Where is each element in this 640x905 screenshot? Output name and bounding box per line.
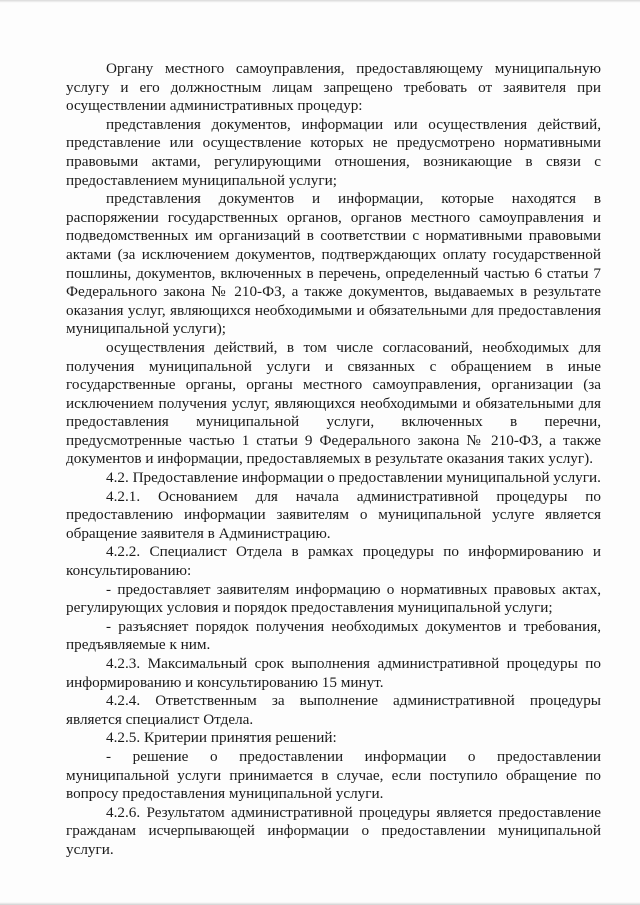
paragraph-prohibition-item-3: осуществления действий, в том числе согласований, необходимых для получения муниципальной услуги и связанных с обращением в иные государственные органы, органы местного самоуправления, организации (за исключением получения услуг, являющихся необходимыми и обязательными для предоставления муниципальной услуги, включенных в перечни, предусмотренные частью 1 статьи 9 Федерального закона № 210-ФЗ, а также документов и информации, предоставляемых в результате оказания таких услуг). (66, 338, 601, 468)
document-body (66, 60, 601, 860)
paragraph-prohibition-item-2: представления документов и информации, которые находятся в распоряжении государственных органов, органов местного самоуправления и подведомственных им организаций в соответствии с нормативными правовыми актами (за исключением документов, подтверждающих оплату государственной пошлины, документов, включенных в перечень, определенный частью 6 статьи 7 Федерального закона № 210-ФЗ, а также документов, выдаваемых в результате оказания услуг, являющихся необходимыми и обязательными для предоставления муниципальной услуги); (66, 190, 601, 338)
scan-edge-top (0, 0, 640, 3)
paragraph-dash-item-3: - решение о предоставлении информации о предоставлении муниципальной услуги принимается в случае, если поступило обращение по вопросу предоставления муниципальной услуги. (66, 747, 601, 803)
paragraph-dash-item-1: - предоставляет заявителям информацию о нормативных правовых актах, регулирующих условия и порядок предоставления муниципальной услуги; (66, 580, 601, 617)
paragraph-section-4-2-5: 4.2.5. Критерии принятия решений: (106, 729, 337, 747)
paragraph-section-4-2-1: 4.2.1. Основанием для начала административной процедуры по предоставлению информации заявителям о муниципальной услуге является обращение заявителя в Администрацию. (66, 487, 601, 542)
paragraph-dash-item-2: - разъясняет порядок получения необходимых документов и требования, предъявляемые к ним. (66, 617, 601, 654)
paragraph-section-4-2-3: 4.2.3. Максимальный срок выполнения административной процедуры по информированию и консультированию 15 минут. (66, 655, 601, 691)
paragraph-section-4-2-4: 4.2.4. Ответственным за выполнение административной процедуры является специалист Отдела. (66, 692, 601, 728)
paragraph-section-4-2: 4.2. Предоставление информации о предоставлении муниципальной услуги. (106, 469, 601, 487)
paragraph-section-4-2-6: 4.2.6. Результатом административной процедуры является предоставление гражданам исчерпывающей информации о предоставлении муниципальной услуги. (66, 803, 601, 858)
paragraph-prohibition-intro: Органу местного самоуправления, предоставляющему муниципальную услугу и его должностным лицам запрещено требовать от заявителя при осуществлении административных процедур: (66, 60, 601, 115)
paragraph-section-4-2-2: 4.2.2. Специалист Отдела в рамках процедуры по информированию и консультированию: (66, 543, 601, 580)
paragraph-prohibition-item-1: представления документов, информации или осуществления действий, представление или осуществление которых не предусмотрено нормативными правовыми актами, регулирующими отношения, возникающие в связи с предоставлением муниципальной услуги; (66, 115, 601, 189)
